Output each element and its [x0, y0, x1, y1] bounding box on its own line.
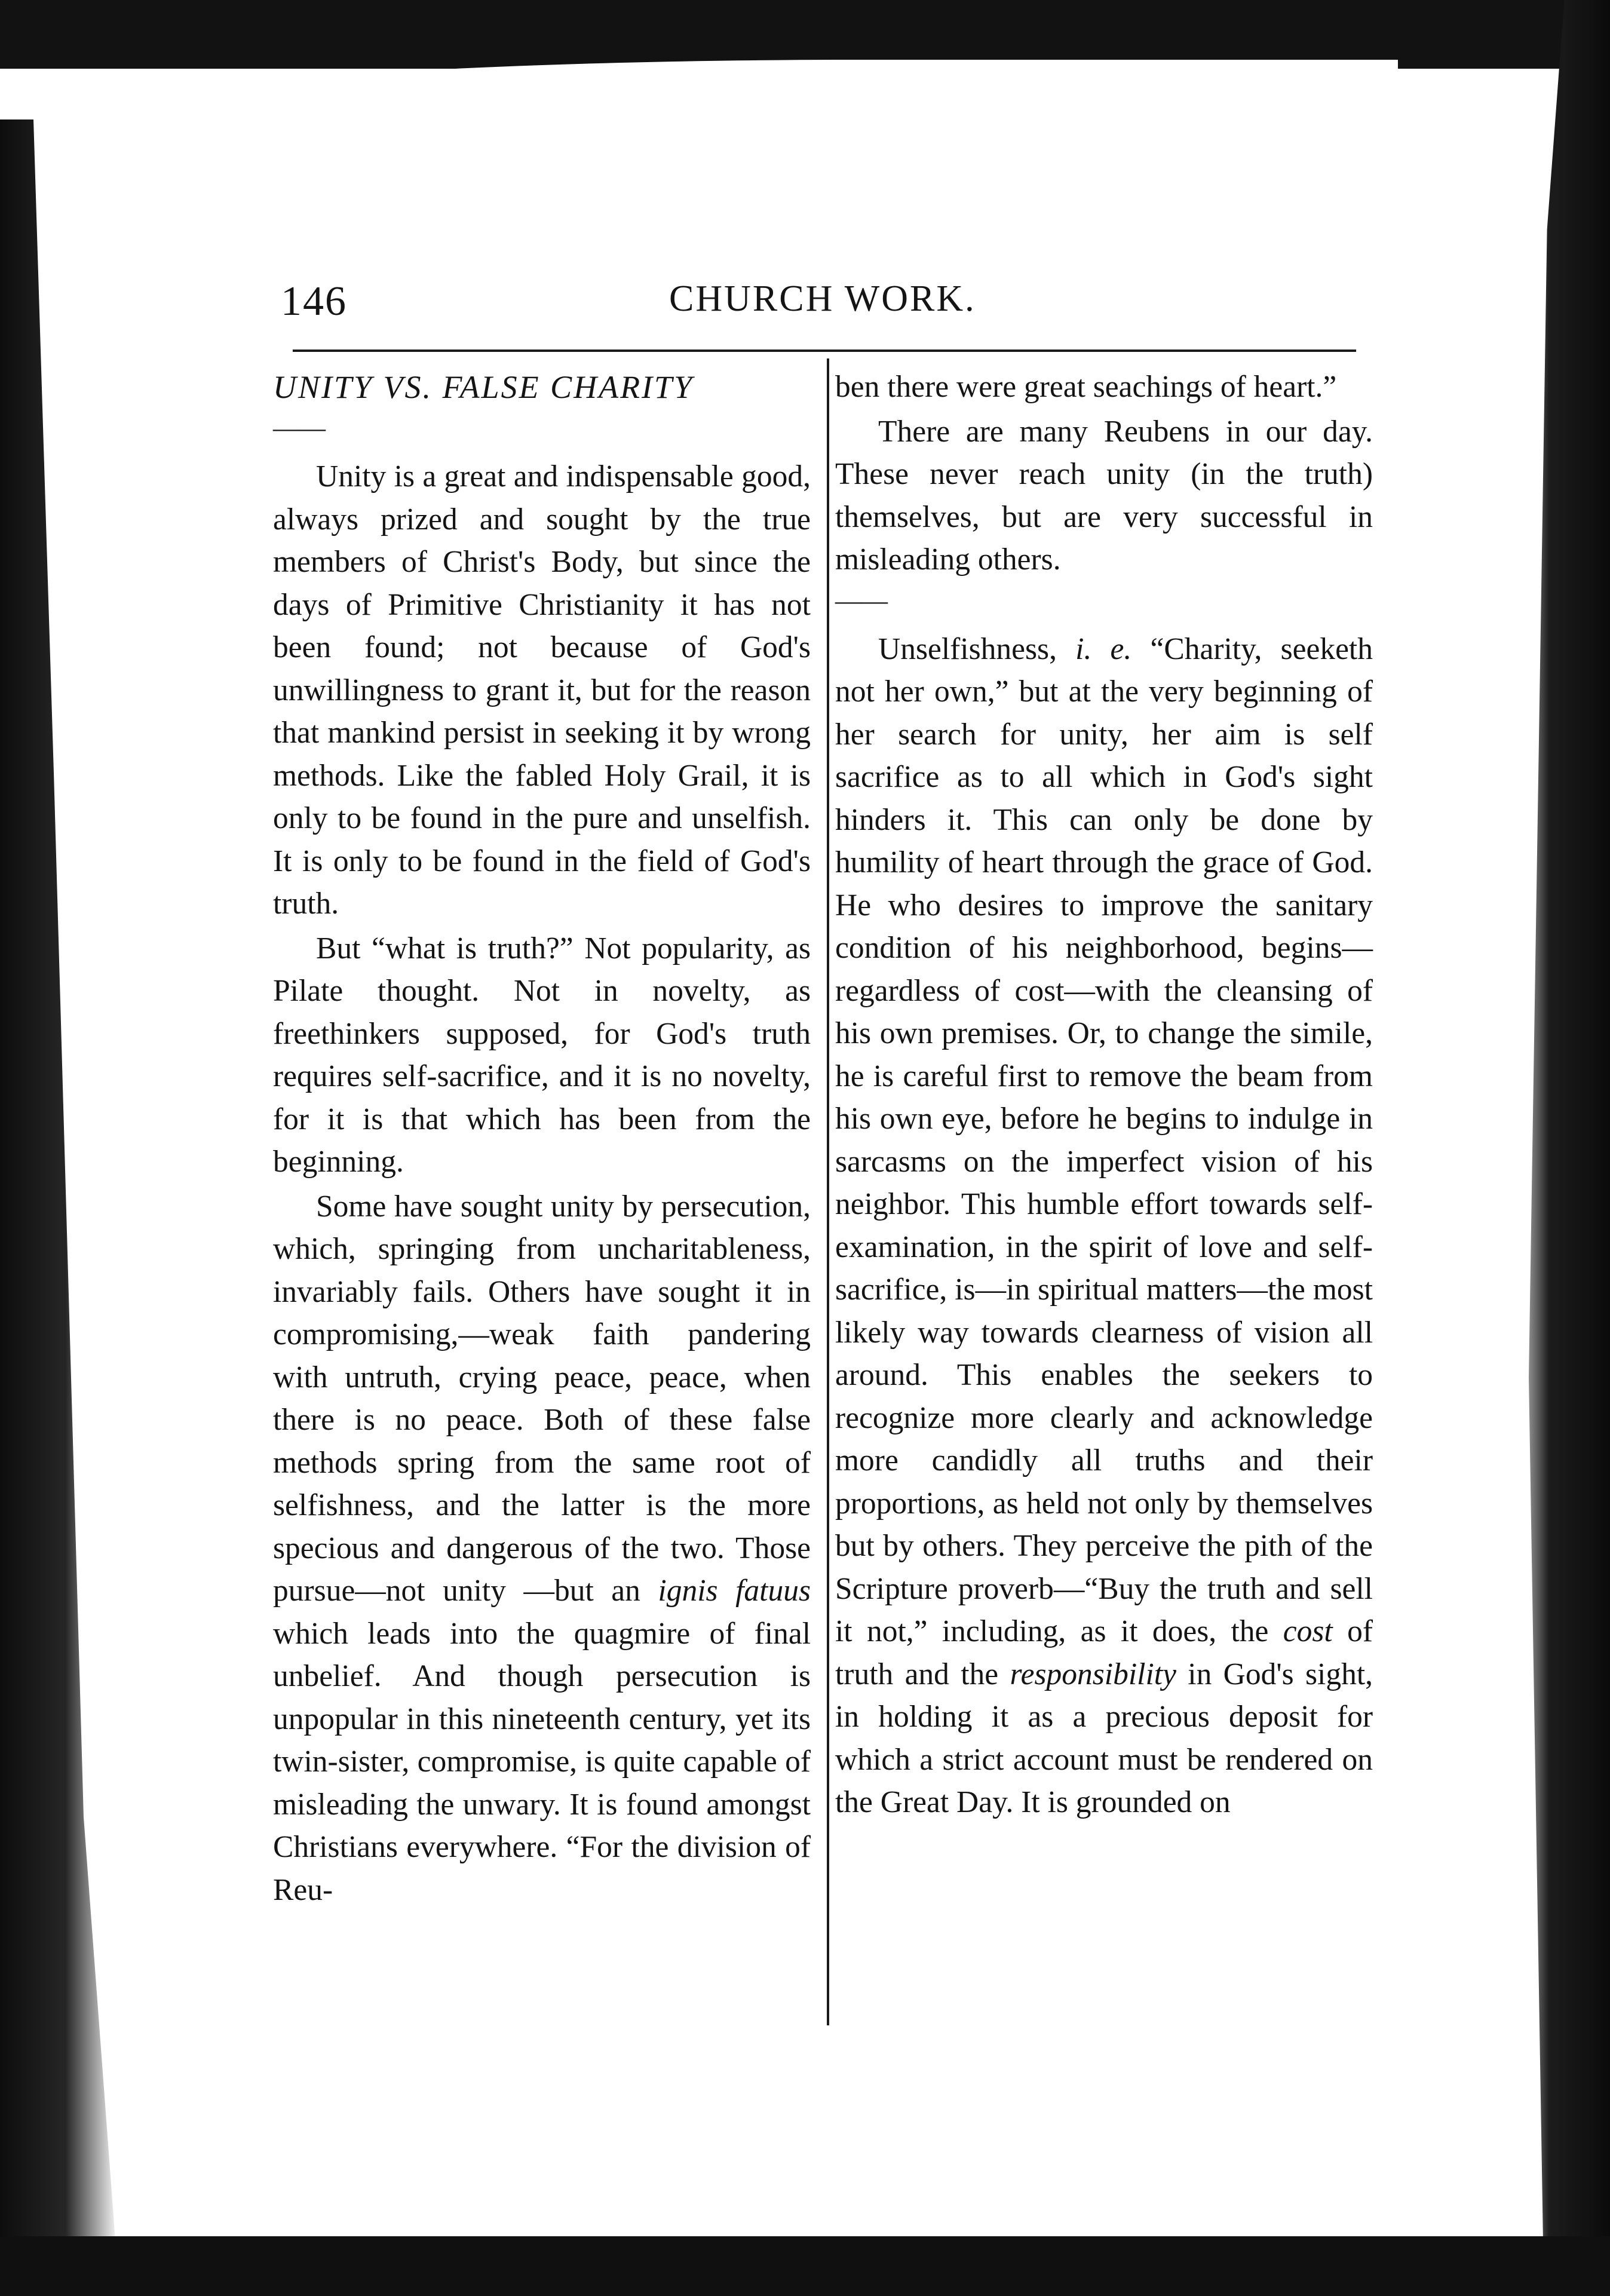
scan-edge-top [0, 0, 1610, 69]
paragraph-text: in God's sight, in holding it as a precious deposit for which a strict account must be rendered on the Great Day. It is grounded on [835, 1657, 1373, 1819]
column-divider [827, 358, 829, 2025]
paragraph: There are many Reubens in our day. These never reach unity (in the truth) themselves, but are very successful in misleading others. [835, 414, 1373, 577]
paragraph-text: of truth and the [835, 1614, 1373, 1691]
paragraph-text: “Charity, seeketh not her own,” but at the very beginning of her search for unity, her aim is self sacrifice as to all which in God's sight hinders it. This can only be done by humility of heart through the grace of God. He who desires to improve the sanitary condition of his neighborhood, begins—regardless of cost—with the cleansing of his own premises. Or, to change the simile, he is careful first to remove the beam from his own eye, before he begins to indulge in sarcasms on the imperfect vision of his neighbor. This humble effort towards self-examination, in the spirit of love and self-sacrifice, is—in spiritual matters—the most likely way towards clearness of vision all around. This enables the seekers to recognize more clearly and acknowledge more candidly all truths and their proportions, as held not only by themselves but by others. They perceive the pith of the Scripture proverb—“Buy the truth and sell it not,” including, as it does, the [835, 632, 1373, 1648]
title-separator: —— [273, 413, 326, 443]
paragraph: But “what is truth?” Not popularity, as Pilate thought. Not in novelty, as freethinkers supposed, for God's truth requires self-sacrifice, and it is no novelty, for it is that which has been from the beginning. [273, 931, 811, 1179]
paragraph-text: Unselfishness, [878, 632, 1057, 666]
page-number: 146 [281, 278, 347, 324]
italic-phrase: cost [1283, 1614, 1333, 1648]
paragraph: ben there were great seachings of heart.” [835, 370, 1337, 404]
italic-phrase: ignis fatuus [658, 1574, 811, 1608]
section-separator: —— [835, 586, 888, 615]
scan-edge-bottom [0, 2236, 1610, 2296]
scan-edge-left [0, 119, 119, 2296]
article-title: UNITY VS. FALSE CHARITY [273, 369, 694, 405]
scan-edge-right [1508, 0, 1610, 2296]
italic-phrase: responsibility [1010, 1657, 1176, 1691]
page-header [281, 278, 1296, 332]
running-head: CHURCH WORK. [669, 278, 976, 319]
paragraph-text: which leads into the quagmire of final unbelief. And though persecution is unpopular in this nineteenth century, yet its twin-sister, compromise, is quite capable of misleading the unwary. It is found amongst Christians everywhere. “For the division of Reu- [273, 1616, 811, 1907]
right-column [835, 366, 1373, 1824]
left-column [273, 366, 811, 1911]
header-rule [293, 350, 1356, 352]
paragraph-text: Some have sought unity by persecution, which, springing from uncharitableness, invariably fails. Others have sought it in compromising,—weak faith pandering with untruth, crying peace, peace, when there is no peace. Both of these false methods spring from the same root of selfishness, and the latter is the more specious and dangerous of the two. Those pursue—not unity —but an [273, 1189, 811, 1608]
page-curl [24, 60, 1398, 143]
italic-phrase: i. e. [1075, 632, 1132, 666]
paragraph [273, 1185, 811, 1912]
paragraph: Unity is a great and indispensable good, always prized and sought by the true members of Christ's Body, but since the days of Primitive Christianity it has not been found; not because of God's unwillingness to grant it, but for the reason that mankind persist in seeking it by wrong methods. Like the fabled Holy Grail, it is only to be found in the pure and unselfish. It is only to be found in the field of God's truth. [273, 459, 811, 921]
paragraph [835, 628, 1373, 1824]
